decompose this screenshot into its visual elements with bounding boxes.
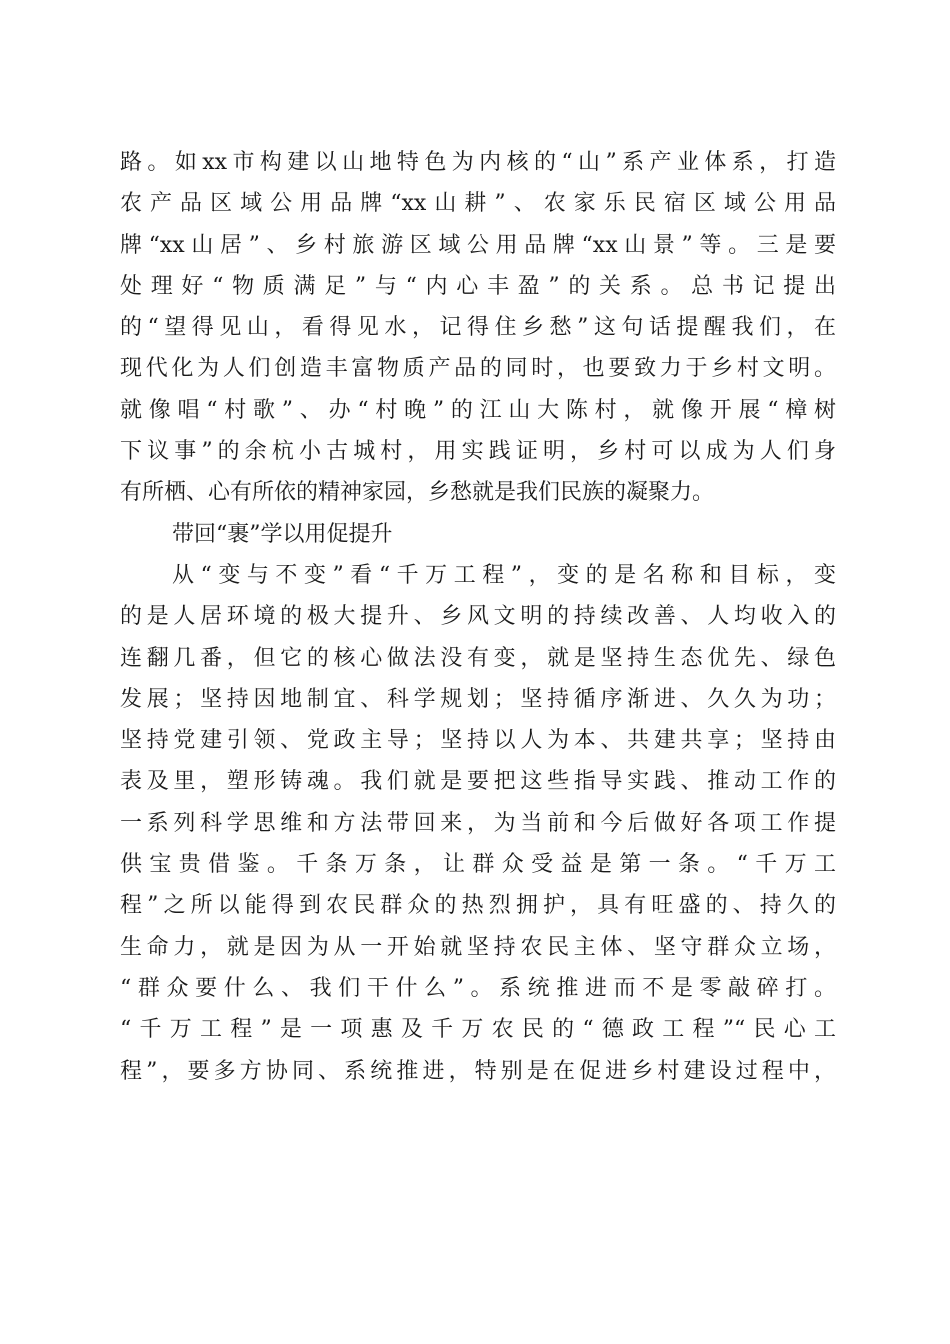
text-line: “千万工程”是一项惠及千万农民的“德政工程”“民心工 [120, 1017, 836, 1043]
text-line: 就像唱“村歌”、办“村晚”的江山大陈村，就像开展“樟树 [120, 397, 836, 423]
text-line: 表及里，塑形铸魂。我们就是要把这些指导实践、推动工作的 [120, 769, 836, 795]
text-line: 程”，要多方协同、系统推进，特别是在促进乡村建设过程中， [120, 1058, 836, 1084]
text-line: “群众要什么、我们干什么”。系统推进而不是零敲碎打。 [120, 975, 836, 1001]
text-line: 有所栖、心有所依的精神家园，乡愁就是我们民族的凝聚力。 [120, 480, 715, 506]
text-line: 的“望得见山，看得见水，记得住乡愁”这句话提醒我们，在 [120, 315, 836, 341]
text-line: 牌“xx山居”、乡村旅游区域公用品牌“xx山景”等。三是要 [120, 232, 836, 258]
text-line: 处理好“物质满足”与“内心丰盈”的关系。总书记提出 [120, 273, 836, 299]
text-line: 发展；坚持因地制宜、科学规划；坚持循序渐进、久久为功； [120, 686, 836, 712]
text-line: 下议事”的余杭小古城村，用实践证明，乡村可以成为人们身 [120, 439, 836, 465]
text-line: 供宝贵借鉴。千条万条，让群众受益是第一条。“千万工 [120, 852, 836, 878]
section-heading: 带回“裹”学以用促提升 [172, 521, 393, 547]
text-line: 一系列科学思维和方法带回来，为当前和今后做好各项工作提 [120, 810, 836, 836]
text-line: 从“变与不变”看“千万工程”，变的是名称和目标，变 [172, 562, 836, 588]
text-line: 路。如xx市构建以山地特色为内核的“山”系产业体系，打造 [120, 150, 836, 175]
body-text [120, 142, 836, 1092]
text-line: 坚持党建引领、党政主导；坚持以人为本、共建共享；坚持由 [120, 728, 836, 754]
text-line: 程”之所以能得到农民群众的热烈拥护，具有旺盛的、持久的 [120, 893, 836, 919]
text-line: 生命力，就是因为从一开始就坚持农民主体、坚守群众立场， [120, 934, 836, 960]
text-line: 连翻几番，但它的核心做法没有变，就是坚持生态优先、绿色 [120, 645, 836, 671]
text-line: 农产品区域公用品牌“xx山耕”、农家乐民宿区域公用品 [120, 191, 836, 217]
text-line: 的是人居环境的极大提升、乡风文明的持续改善、人均收入的 [120, 604, 836, 630]
text-line: 现代化为人们创造丰富物质产品的同时，也要致力于乡村文明。 [120, 356, 836, 382]
